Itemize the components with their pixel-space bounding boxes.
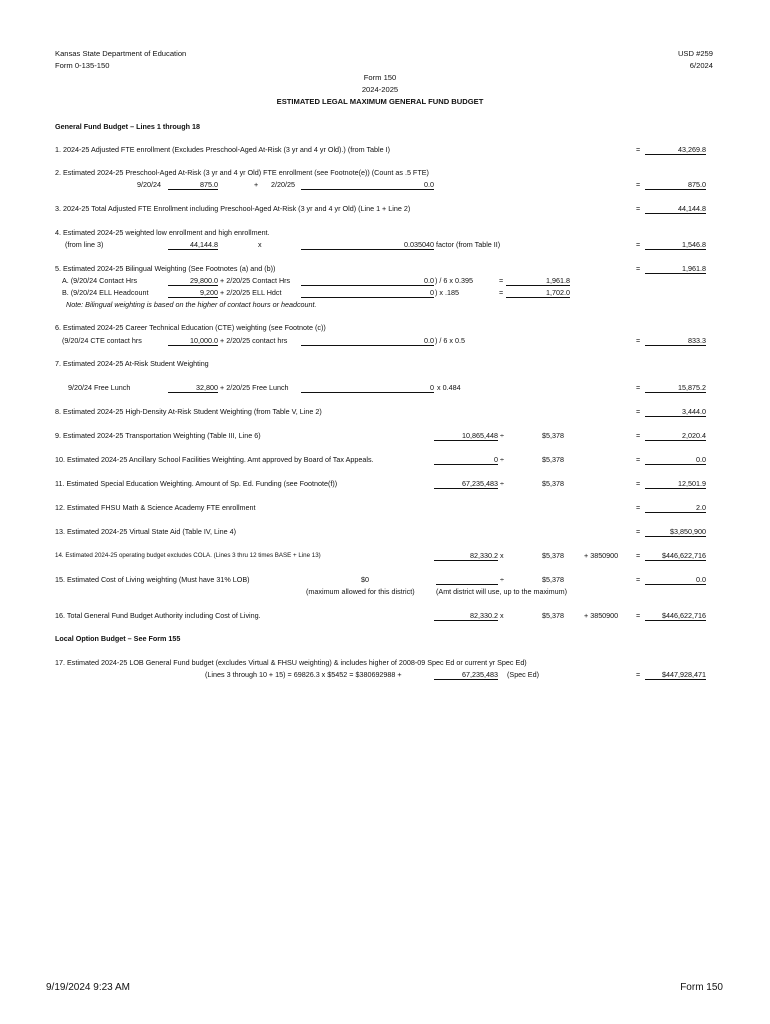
line-16-add: + 3850900 <box>584 611 619 620</box>
line-7-equals: = <box>636 383 641 392</box>
line-7-operation: x 0.484 <box>437 383 461 392</box>
line-2-date-2: 2/20/25 <box>271 180 295 189</box>
line-11-text: 11. Estimated Special Education Weighting. Amount of Sp. Ed. Funding (see Footnote(f)) <box>55 479 338 488</box>
line-7-result: 15,875.2 <box>645 383 706 393</box>
line-6-operation: ) / 6 x 0.5 <box>435 336 465 345</box>
line-5a-equals: = <box>499 276 504 285</box>
line-5-equals: = <box>636 264 641 273</box>
line-5a-value-2: 0.0 <box>301 276 434 286</box>
line-13-text: 13. Estimated 2024-25 Virtual State Aid (Table IV, Line 4) <box>55 527 236 536</box>
line-1-result: 43,269.8 <box>645 145 706 155</box>
line-16-result: $446,622,716 <box>645 611 706 621</box>
line-5b-label: B. (9/20/24 ELL Headcount <box>62 288 149 297</box>
line-16-equals: = <box>636 611 641 620</box>
line-11-value: 67,235,483 <box>434 479 498 489</box>
line-8-equals: = <box>636 407 641 416</box>
line-10-result: 0.0 <box>645 455 706 465</box>
line-12-result: 2.0 <box>645 503 706 513</box>
line-2-date-1: 9/20/24 <box>137 180 161 189</box>
line-5-result: 1,961.8 <box>645 264 706 274</box>
line-4-value-1: 44,144.8 <box>168 240 218 250</box>
form-title: Form 150 <box>363 73 397 82</box>
line-16-base: $5,378 <box>542 611 564 620</box>
line-15-note-use: (Amt district will use, up to the maximum) <box>436 587 568 596</box>
line-5a-operation: ) / 6 x 0.395 <box>435 276 473 285</box>
line-6-result: 833.3 <box>645 336 706 346</box>
form-number: Form 0-135-150 <box>55 61 110 70</box>
line-15-equals: = <box>636 575 641 584</box>
line-15-max-value: $0 <box>361 575 369 584</box>
line-4-times: x <box>258 240 262 249</box>
line-6-text: 6. Estimated 2024-25 Career Technical Education (CTE) weighting (see Footnote (c)) <box>55 323 326 332</box>
line-16-times: x <box>500 611 504 620</box>
line-8-text: 8. Estimated 2024-25 High-Density At-Risk Student Weighting (from Table V, Line 2) <box>55 407 322 416</box>
line-10-equals: = <box>636 455 641 464</box>
line-12-equals: = <box>636 503 641 512</box>
section-general-fund: General Fund Budget – Lines 1 through 18 <box>55 122 200 131</box>
line-4-factor: 0.035040 <box>301 240 434 250</box>
line-9-base: $5,378 <box>542 431 564 440</box>
line-14-result: $446,622,716 <box>645 551 706 561</box>
line-3-equals: = <box>636 204 641 213</box>
line-1-text: 1. 2024-25 Adjusted FTE enrollment (Excludes Preschool-Aged At-Risk (3 yr and 4 yr Old).) (from Table I) <box>55 145 391 154</box>
line-3-result: 44,144.8 <box>645 204 706 214</box>
line-14-value: 82,330.2 <box>434 551 498 561</box>
line-6-value-2: 0.0 <box>301 336 434 346</box>
line-9-operator: ÷ <box>500 431 504 440</box>
line-11-equals: = <box>636 479 641 488</box>
line-5-note: Note: Bilingual weighting is based on the higher of contact hours or headcount. <box>66 300 317 309</box>
line-13-equals: = <box>636 527 641 536</box>
line-17-spec-ed-label: (Spec Ed) <box>507 670 539 679</box>
line-17-formula: (Lines 3 through 10 + 15) = 69826.3 x $5452 = $380692988 + <box>205 670 402 679</box>
line-6-sub: (9/20/24 CTE contact hrs <box>62 336 142 345</box>
line-17-equals: = <box>636 670 641 679</box>
line-10-base: $5,378 <box>542 455 564 464</box>
line-7-mid: + 2/20/25 Free Lunch <box>220 383 289 392</box>
line-5a-label: A. (9/20/24 Contact Hrs <box>62 276 138 285</box>
line-14-base: $5,378 <box>542 551 564 560</box>
form-year: 2024-2025 <box>361 85 399 94</box>
line-6-mid: + 2/20/25 contact hrs <box>220 336 288 345</box>
line-17-text: 17. Estimated 2024-25 LOB General Fund budget (excludes Virtual & FHSU weighting) & includes higher of 2008-09 Spec Ed or current yr Spec Ed) <box>55 658 527 667</box>
line-5-text: 5. Estimated 2024-25 Bilingual Weighting (See Footnotes (a) and (b)) <box>55 264 276 273</box>
line-15-result: 0.0 <box>645 575 706 585</box>
line-7-value-2: 0 <box>301 383 434 393</box>
line-15-text: 15. Estimated Cost of Living weighting (Must have 31% LOB) <box>55 575 250 584</box>
line-2-value-2: 0.0 <box>301 180 434 190</box>
line-4-equals: = <box>636 240 641 249</box>
line-9-text: 9. Estimated 2024-25 Transportation Weighting (Table III, Line 6) <box>55 431 261 440</box>
line-14-times: x <box>500 551 504 560</box>
line-4-sub: (from line 3) <box>65 240 104 249</box>
line-5b-result: 1,702.0 <box>506 288 570 298</box>
line-5a-result: 1,961.8 <box>506 276 570 286</box>
line-9-value: 10,865,448 <box>434 431 498 441</box>
line-4-factor-label: factor (from Table II) <box>436 240 501 249</box>
line-5b-mid: + 2/20/25 ELL Hdct <box>220 288 282 297</box>
line-17-spec-ed-value: 67,235,483 <box>434 670 498 680</box>
line-11-result: 12,501.9 <box>645 479 706 489</box>
line-2-value-1: 875.0 <box>168 180 218 190</box>
line-14-equals: = <box>636 551 641 560</box>
district-number: USD #259 <box>677 49 713 58</box>
line-2-text: 2. Estimated 2024-25 Preschool-Aged At-Risk (3 yr and 4 yr Old) FTE enrollment (see Footnote(e)) (Count as .5 FTE) <box>55 168 429 177</box>
footer-timestamp: 9/19/2024 9:23 AM <box>46 982 130 993</box>
line-1-equals: = <box>636 145 641 154</box>
line-6-value-1: 10,000.0 <box>168 336 218 346</box>
line-2-equals: = <box>636 180 641 189</box>
line-7-value-1: 32,800 <box>168 383 218 393</box>
line-12-text: 12. Estimated FHSU Math & Science Academy FTE enrollment <box>55 503 256 512</box>
line-11-operator: ÷ <box>500 479 504 488</box>
section-local-option: Local Option Budget – See Form 155 <box>55 634 181 643</box>
line-7-text: 7. Estimated 2024-25 At-Risk Student Weighting <box>55 359 209 368</box>
line-2-plus: + <box>254 180 259 189</box>
line-4-result: 1,546.8 <box>645 240 706 250</box>
line-15-amount-field[interactable] <box>436 575 498 585</box>
page-title: ESTIMATED LEGAL MAXIMUM GENERAL FUND BUDGET <box>276 97 484 106</box>
line-14-text: 14. Estimated 2024-25 operating budget excludes COLA. (Lines 3 thru 12 times BASE + Line 13) <box>55 552 321 559</box>
line-5b-equals: = <box>499 288 504 297</box>
line-5b-operation: ) x .185 <box>435 288 459 297</box>
line-10-value: 0 <box>434 455 498 465</box>
line-5b-value-1: 9,200 <box>168 288 218 298</box>
line-8-result: 3,444.0 <box>645 407 706 417</box>
line-7-sub: 9/20/24 Free Lunch <box>68 383 131 392</box>
line-4-text: 4. Estimated 2024-25 weighted low enrollment and high enrollment. <box>55 228 270 237</box>
line-16-text: 16. Total General Fund Budget Authority including Cost of Living. <box>55 611 261 620</box>
line-15-note-max: (maximum allowed for this district) <box>306 587 415 596</box>
line-10-operator: ÷ <box>500 455 504 464</box>
line-11-base: $5,378 <box>542 479 564 488</box>
line-13-result: $3,850,900 <box>645 527 706 537</box>
line-14-add: + 3850900 <box>584 551 619 560</box>
line-3-text: 3. 2024-25 Total Adjusted FTE Enrollment including Preschool-Aged At-Risk (3 yr and 4 yr Old) (Line 1 + Line 2) <box>55 204 411 213</box>
line-15-operator: ÷ <box>500 575 504 584</box>
line-17-result: $447,928,471 <box>645 670 706 680</box>
line-9-equals: = <box>636 431 641 440</box>
line-6-equals: = <box>636 336 641 345</box>
line-10-text: 10. Estimated 2024-25 Ancillary School Facilities Weighting. Amt approved by Board of Tax Appeals. <box>55 455 374 464</box>
line-16-value: 82,330.2 <box>434 611 498 621</box>
line-5a-value-1: 29,800.0 <box>168 276 218 286</box>
agency-name: Kansas State Department of Education <box>55 49 187 58</box>
footer-form: Form 150 <box>680 982 723 993</box>
line-2-result: 875.0 <box>645 180 706 190</box>
line-9-result: 2,020.4 <box>645 431 706 441</box>
line-15-base: $5,378 <box>542 575 564 584</box>
header-date: 6/2024 <box>689 61 713 70</box>
line-5b-value-2: 0 <box>301 288 434 298</box>
line-5a-mid: + 2/20/25 Contact Hrs <box>220 276 291 285</box>
